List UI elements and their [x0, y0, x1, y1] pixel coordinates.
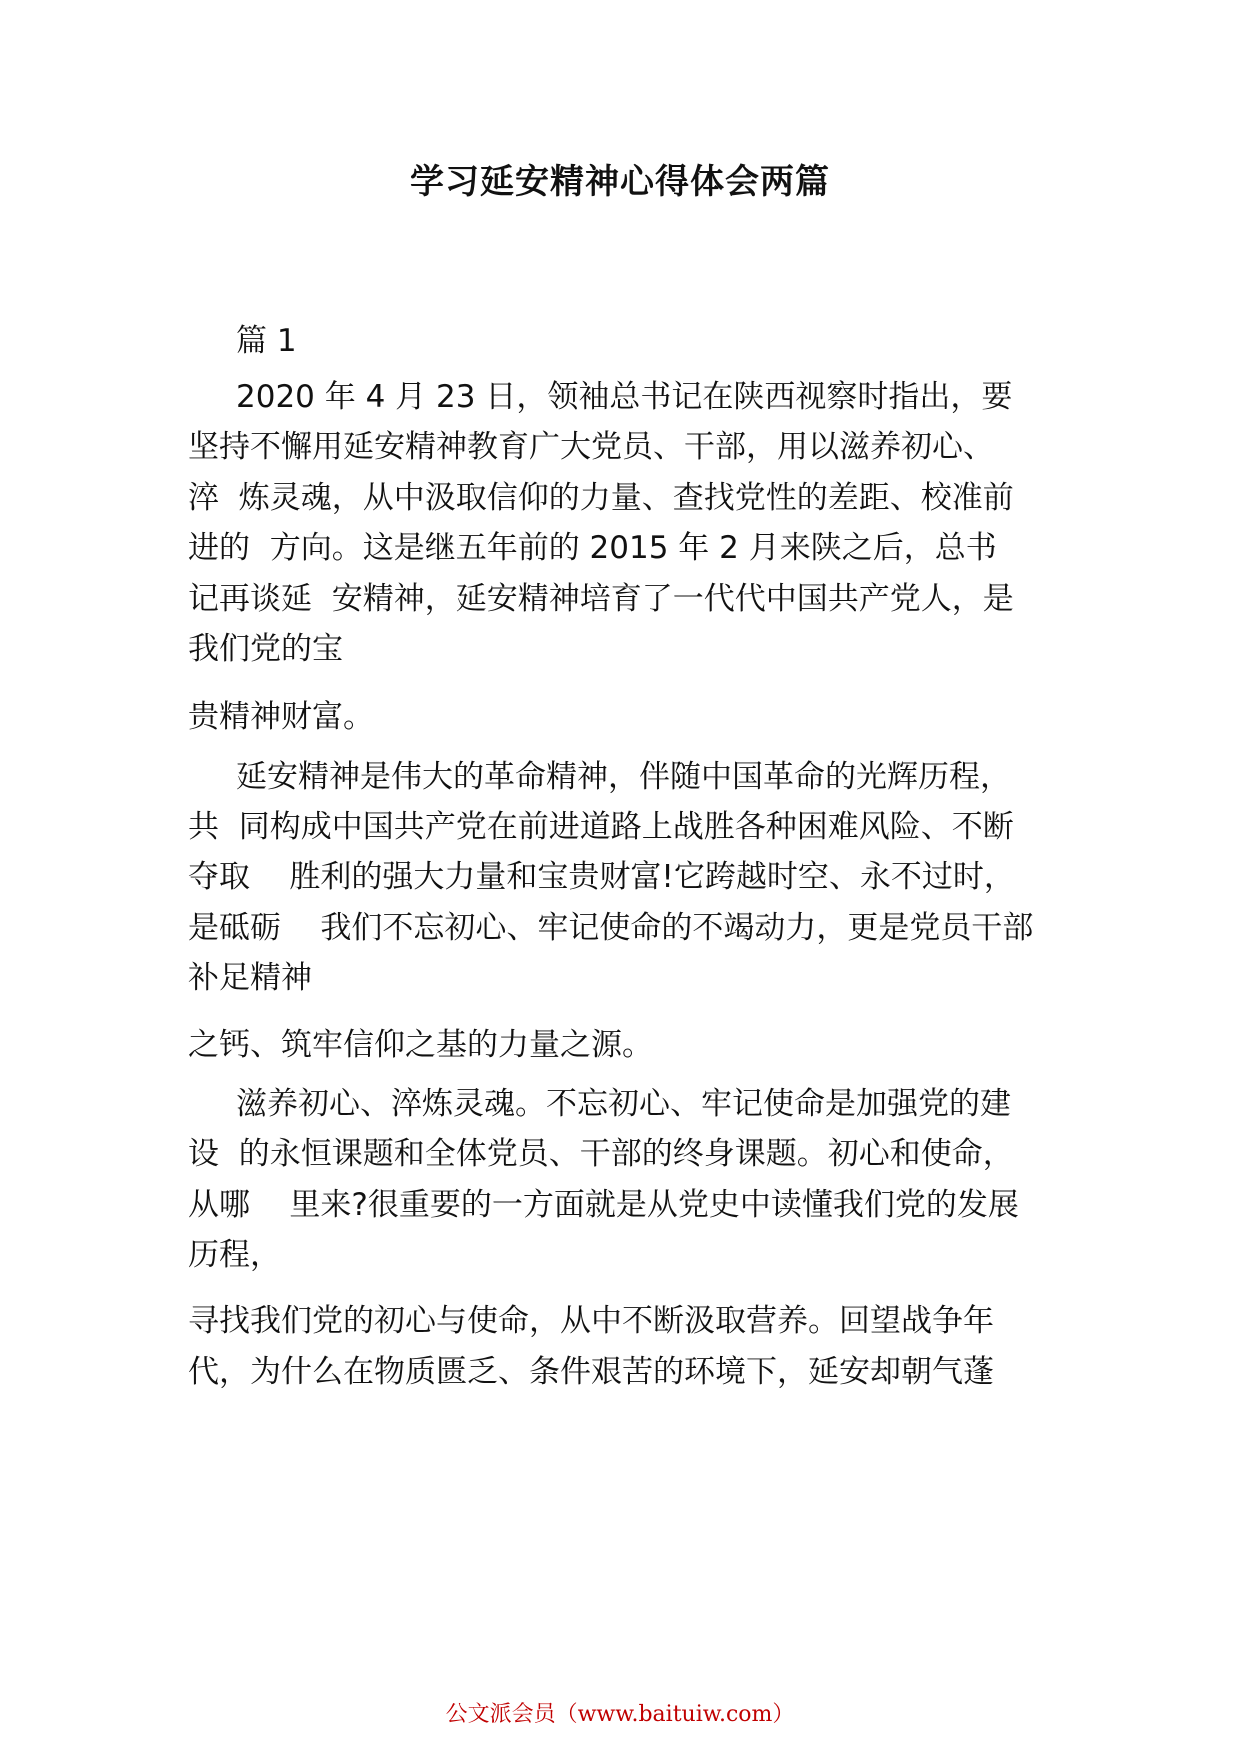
- paragraph-line: 历程，: [188, 1237, 281, 1273]
- paragraph-line: 补足精神: [188, 960, 312, 996]
- paragraph-line: 记再谈延 安精神，延安精神培育了一代代中国共产党人，是: [188, 581, 1014, 617]
- paragraph-line: 进的 方向。这是继五年前的 2015 年 2 月来陕之后，总书: [188, 530, 997, 566]
- paragraph-line: 滋养初心、淬炼灵魂。不忘初心、牢记使命是加强党的建: [236, 1086, 1011, 1122]
- paragraph-line: 之钙、筑牢信仰之基的力量之源。: [188, 1027, 653, 1063]
- paragraph-line: 从哪 里来?很重要的一方面就是从党史中读懂我们党的发展: [188, 1187, 1019, 1223]
- paragraph-line: 设 的永恒课题和全体党员、干部的终身课题。初心和使命，: [188, 1136, 1014, 1172]
- paragraph-line: 寻找我们党的初心与使命，从中不断汲取营养。回望战争年: [188, 1303, 994, 1339]
- section-label: 篇 1: [236, 323, 297, 359]
- document-title: 学习延安精神心得体会两篇: [410, 162, 830, 202]
- paragraph-line: 2020 年 4 月 23 日，领袖总书记在陕西视察时指出，要: [236, 379, 1013, 415]
- paragraph-line: 夺取 胜利的强大力量和宝贵财富!它跨越时空、永不过时，: [188, 859, 1015, 895]
- paragraph-line: 代，为什么在物质匮乏、条件艰苦的环境下，延安却朝气蓬: [188, 1354, 994, 1390]
- paragraph-line: 共 同构成中国共产党在前进道路上战胜各种困难风险、不断: [188, 809, 1014, 845]
- paragraph-line: 坚持不懈用延安精神教育广大党员、干部，用以滋养初心、: [188, 429, 994, 465]
- footer-watermark: 公文派会员（www.baituiw.com）: [445, 1702, 795, 1727]
- paragraph-line: 是砥砺 我们不忘初心、牢记使命的不竭动力，更是党员干部: [188, 910, 1034, 946]
- paragraph-line: 贵精神财富。: [188, 699, 374, 735]
- paragraph-line: 延安精神是伟大的革命精神，伴随中国革命的光辉历程，: [236, 759, 1011, 795]
- paragraph-line: 我们党的宝: [188, 631, 343, 667]
- paragraph-line: 淬 炼灵魂，从中汲取信仰的力量、查找党性的差距、校准前: [188, 480, 1014, 516]
